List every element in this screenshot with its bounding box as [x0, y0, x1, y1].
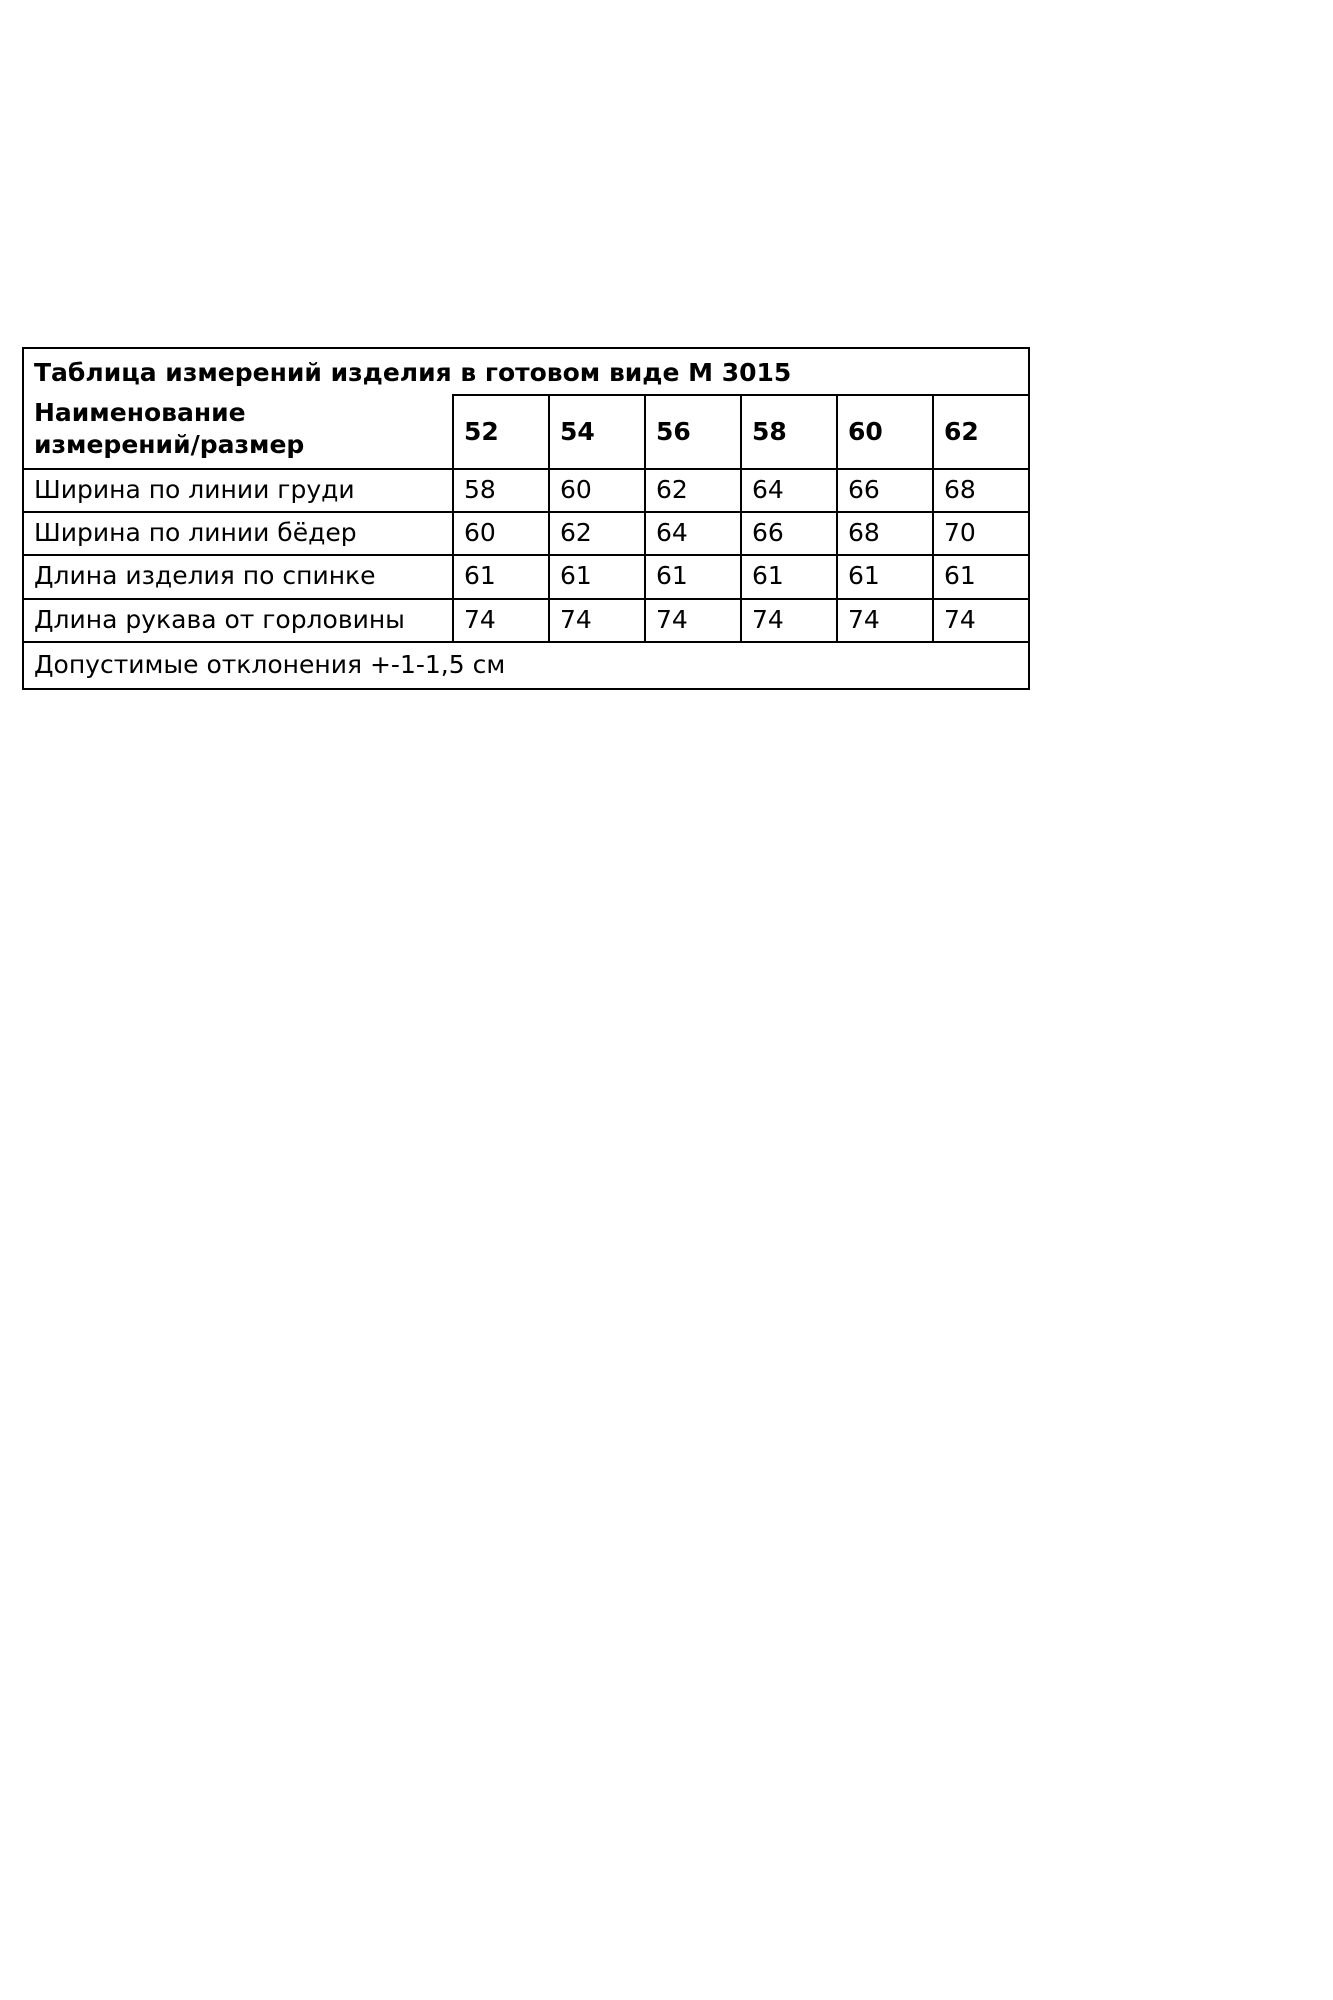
- cell-hip-58: 66: [741, 512, 837, 555]
- table-title-row: [23, 348, 1029, 395]
- header-size-56: 56: [645, 395, 741, 469]
- cell-chest-54: 60: [549, 469, 645, 512]
- row-label-back-length: Длина изделия по спинке: [23, 555, 453, 598]
- header-size-60: 60: [837, 395, 933, 469]
- measurements-table: [22, 347, 1030, 690]
- table-row: [23, 555, 1029, 598]
- cell-chest-58: 64: [741, 469, 837, 512]
- table-title: Таблица измерений изделия в готовом виде М 3015: [23, 348, 1029, 395]
- cell-back-60: 61: [837, 555, 933, 598]
- cell-chest-56: 62: [645, 469, 741, 512]
- cell-back-54: 61: [549, 555, 645, 598]
- cell-hip-52: 60: [453, 512, 549, 555]
- header-label-line1: Наименование: [34, 398, 246, 428]
- header-size-58: 58: [741, 395, 837, 469]
- row-label-hip-width: Ширина по линии бёдер: [23, 512, 453, 555]
- cell-back-56: 61: [645, 555, 741, 598]
- cell-sleeve-56: 74: [645, 599, 741, 642]
- cell-hip-62: 70: [933, 512, 1029, 555]
- cell-chest-60: 66: [837, 469, 933, 512]
- header-size-62: 62: [933, 395, 1029, 469]
- cell-back-62: 61: [933, 555, 1029, 598]
- header-size-52: 52: [453, 395, 549, 469]
- header-size-54: 54: [549, 395, 645, 469]
- table-row: [23, 512, 1029, 555]
- cell-hip-54: 62: [549, 512, 645, 555]
- header-label-cell: [23, 395, 453, 469]
- table-row: [23, 469, 1029, 512]
- cell-sleeve-62: 74: [933, 599, 1029, 642]
- row-label-chest-width: Ширина по линии груди: [23, 469, 453, 512]
- cell-hip-56: 64: [645, 512, 741, 555]
- cell-sleeve-58: 74: [741, 599, 837, 642]
- table-row: [23, 599, 1029, 642]
- cell-back-52: 61: [453, 555, 549, 598]
- cell-chest-52: 58: [453, 469, 549, 512]
- cell-sleeve-54: 74: [549, 599, 645, 642]
- table-header-row: [23, 395, 1029, 469]
- cell-sleeve-52: 74: [453, 599, 549, 642]
- cell-hip-60: 68: [837, 512, 933, 555]
- measurements-table-container: [22, 347, 1030, 690]
- cell-back-58: 61: [741, 555, 837, 598]
- tolerance-note: Допустимые отклонения +-1-1,5 см: [23, 642, 1029, 689]
- row-label-sleeve-length: Длина рукава от горловины: [23, 599, 453, 642]
- header-label-line2: измерений/размер: [34, 429, 305, 459]
- cell-chest-62: 68: [933, 469, 1029, 512]
- table-note-row: [23, 642, 1029, 689]
- cell-sleeve-60: 74: [837, 599, 933, 642]
